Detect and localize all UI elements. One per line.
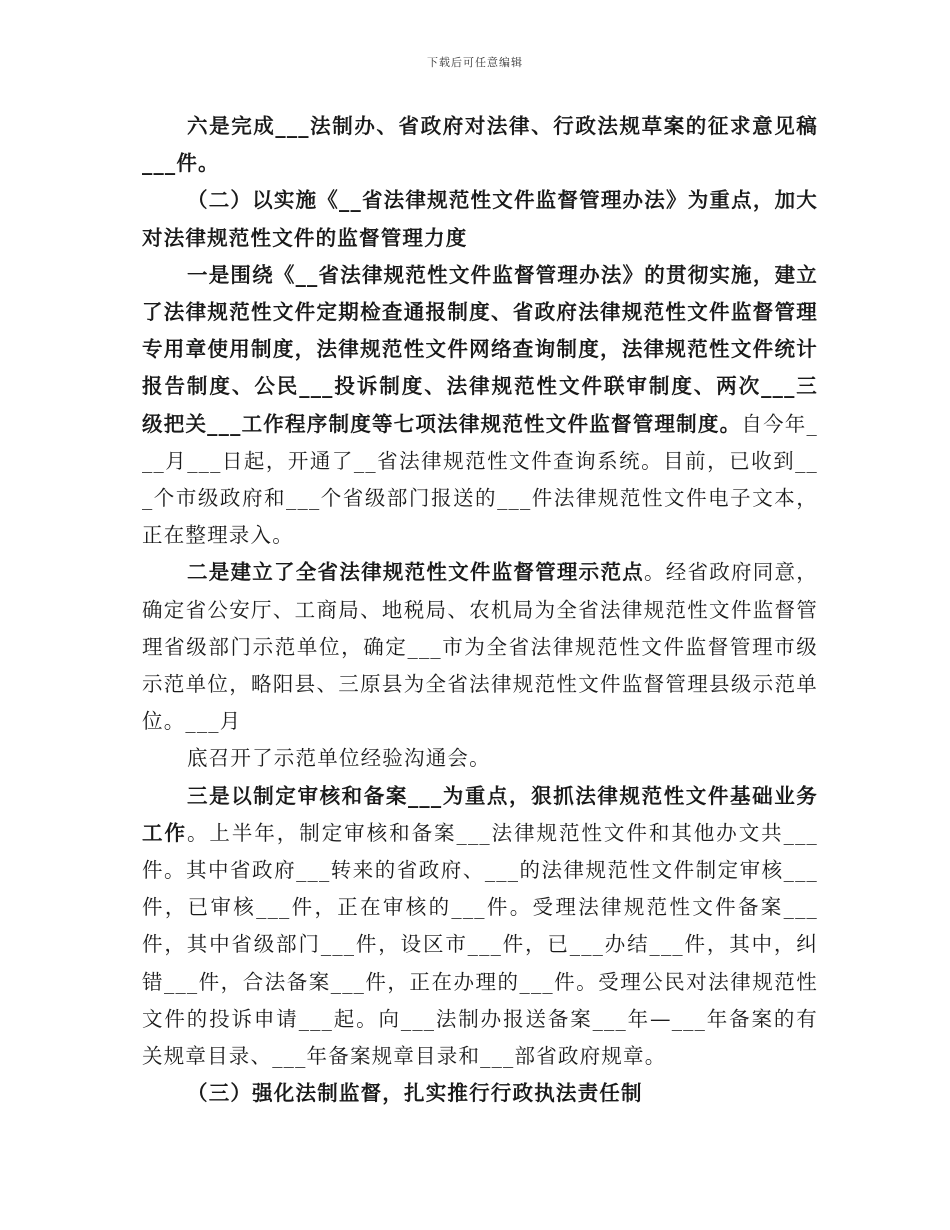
heading-text: （三）强化法制监督，扎实推行行政执法责任制: [187, 1081, 643, 1106]
paragraph-demonstration-sites: [142, 554, 818, 740]
section-heading-three: [142, 1075, 818, 1112]
paragraph-review-filing: [142, 778, 818, 1076]
page-header: 下载后可任意编辑: [427, 56, 523, 69]
paragraph-completion-drafts: [142, 108, 818, 182]
paragraph-body-text: 。上半年，制定审核和备案___法律规范性文件和其他办文共___件。其中省政府___转来的省政府、___的法律规范性文件制定审核___件，已审核___件，正在审核的___件。受理法律规范性文件备案___件，其中省级部门___件，设区市___件，已___办结___件，其中，纠错___件，合法备案___件，正在办理的___件。受理公民对法律规范性文件的投诉申请___起。向___法制办报送备案___年—___年备案的有关规章目录、___年备案规章目录和___部省政府规章。: [142, 820, 818, 1069]
paragraph-meeting: [142, 740, 818, 777]
paragraph-body-text: 。经省政府同意，确定省公安厅、工商局、地税局、农机局为全省法律规范性文件监督管理省级部门示范单位，确定___市为全省法律规范性文件监督管理市级示范单位，略阳县、三原县为全省法律规范性文件监督管理县级示范单位。___月: [142, 560, 818, 734]
document-body: [142, 108, 818, 1112]
paragraph-body-text: 底召开了示范单位经验沟通会。: [187, 746, 491, 771]
paragraph-lead-text: 一是围绕《__省法律规范性文件监督管理办法》的贯彻实施，建立了法律规范性文件定期检查通报制度、省政府法律规范性文件监督管理专用章使用制度，法律规范性文件网络查询制度，法律规范性文件统计报告制度、公民___投诉制度、法律规范性文件联审制度、两次___三级把关___工作程序制度等七项法律规范性文件监督管理制度。: [142, 262, 818, 436]
paragraph-text: 六是完成___法制办、省政府对法律、行政法规草案的征求意见稿___件。: [142, 114, 818, 176]
paragraph-lead-text: 二是建立了全省法律规范性文件监督管理示范点: [187, 560, 644, 585]
paragraph-body-text: 自今年___月___日起，开通了__省法律规范性文件查询系统。目前，已收到___个市级政府和___个省级部门报送的___件法律规范性文件电子文本，正在整理录入。: [142, 411, 818, 548]
heading-text: （二）以实施《__省法律规范性文件监督管理办法》为重点，加大对法律规范性文件的监督管理力度: [142, 188, 818, 250]
paragraph-lead-text: 三是以制定审核和备案___为重点，狠抓法律规范性文件基础业务工作: [142, 783, 818, 845]
section-heading-two: [142, 182, 818, 256]
paragraph-system-building: [142, 257, 818, 555]
